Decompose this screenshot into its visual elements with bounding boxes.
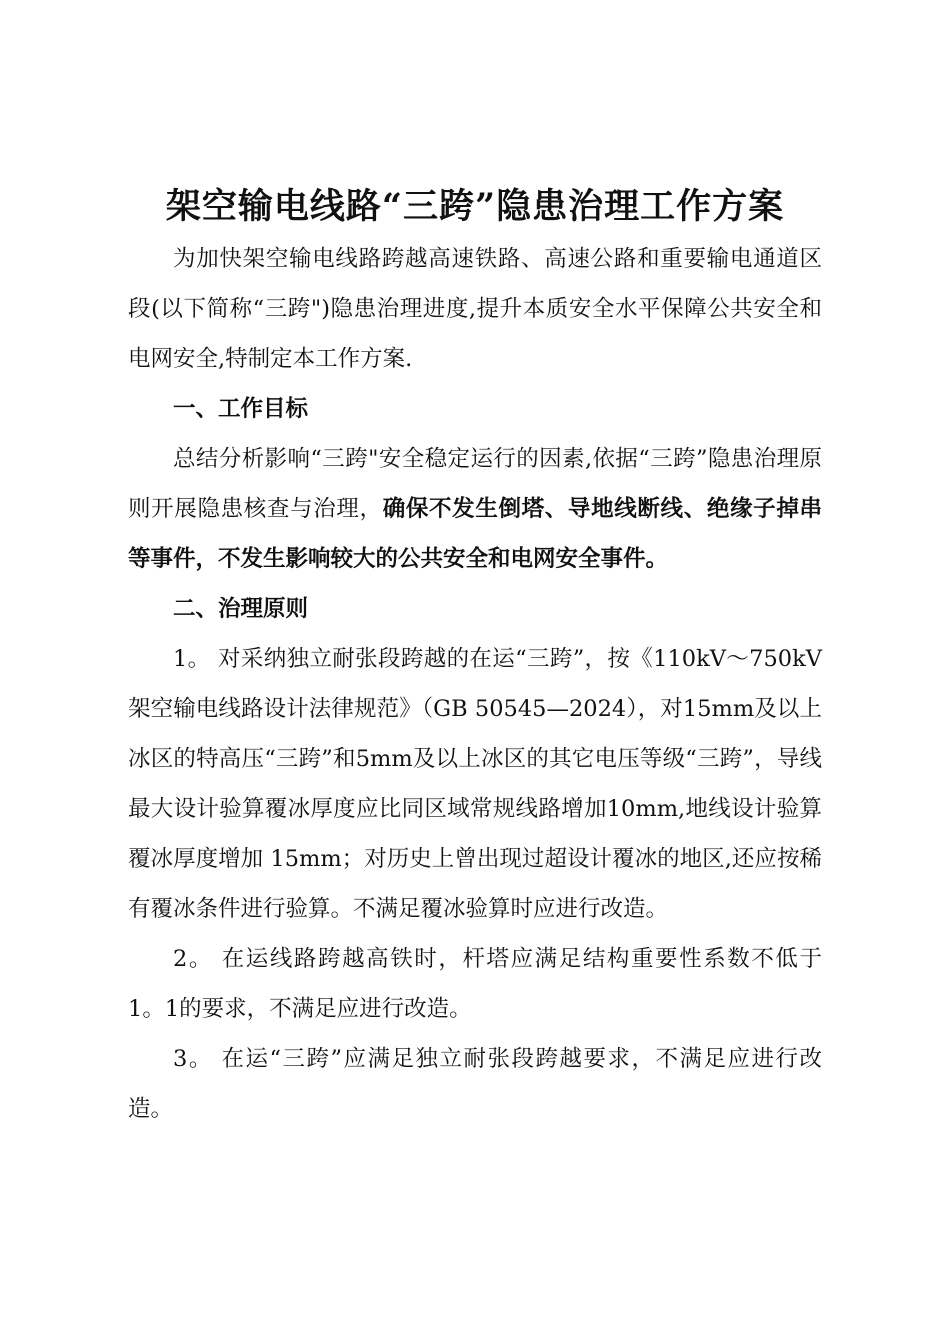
section-heading-goals: 一、工作目标 xyxy=(173,396,309,422)
document-title: 架空输电线路“三跨”隐患治理工作方案 xyxy=(165,186,785,227)
principle-item-1: 1。 对采纳独立耐张段跨越的在运“三跨”，按《110kV～750kV架空输电线路设计法律规范》（GB 50545—2024），对15mm及以上冰区的特高压“三跨”和5mm及以上冰区的其它电压等级“三跨”，导线最大设计验算覆冰厚度应比同区域常规线路增加10mm,地线设计验算覆冰厚度增加 15mm；对历史上曾出现过超设计覆冰的地区,还应按稀有覆冰条件进行验算。不满足覆冰验算时应进行改造。 xyxy=(128,646,822,922)
goals-text: 总结分析影响“三跨"安全稳定运行的因素,依据“三跨”隐患治理原则开展隐患核查与治理， xyxy=(128,446,822,522)
intro-paragraph: 为加快架空输电线路跨越高速铁路、高速公路和重要输电通道区段(以下简称“三跨")隐患治理进度,提升本质安全水平保障公共安全和电网安全,特制定本工作方案. xyxy=(128,246,822,372)
goals-emphasis-text: 确保不发生倒塔、导地线断线、绝缘子掉串等事件，不发生影响较大的公共安全和电网安全事件。 xyxy=(128,496,822,572)
document-body xyxy=(128,234,822,1134)
section-heading-principles: 二、治理原则 xyxy=(173,596,309,622)
principle-item-3: 3。 在运“三跨”应满足独立耐张段跨越要求，不满足应进行改造。 xyxy=(128,1046,822,1122)
principle-item-2: 2。 在运线路跨越高铁时，杆塔应满足结构重要性系数不低于 1。1的要求，不满足应进行改造。 xyxy=(128,946,822,1022)
goals-paragraph xyxy=(128,434,822,584)
